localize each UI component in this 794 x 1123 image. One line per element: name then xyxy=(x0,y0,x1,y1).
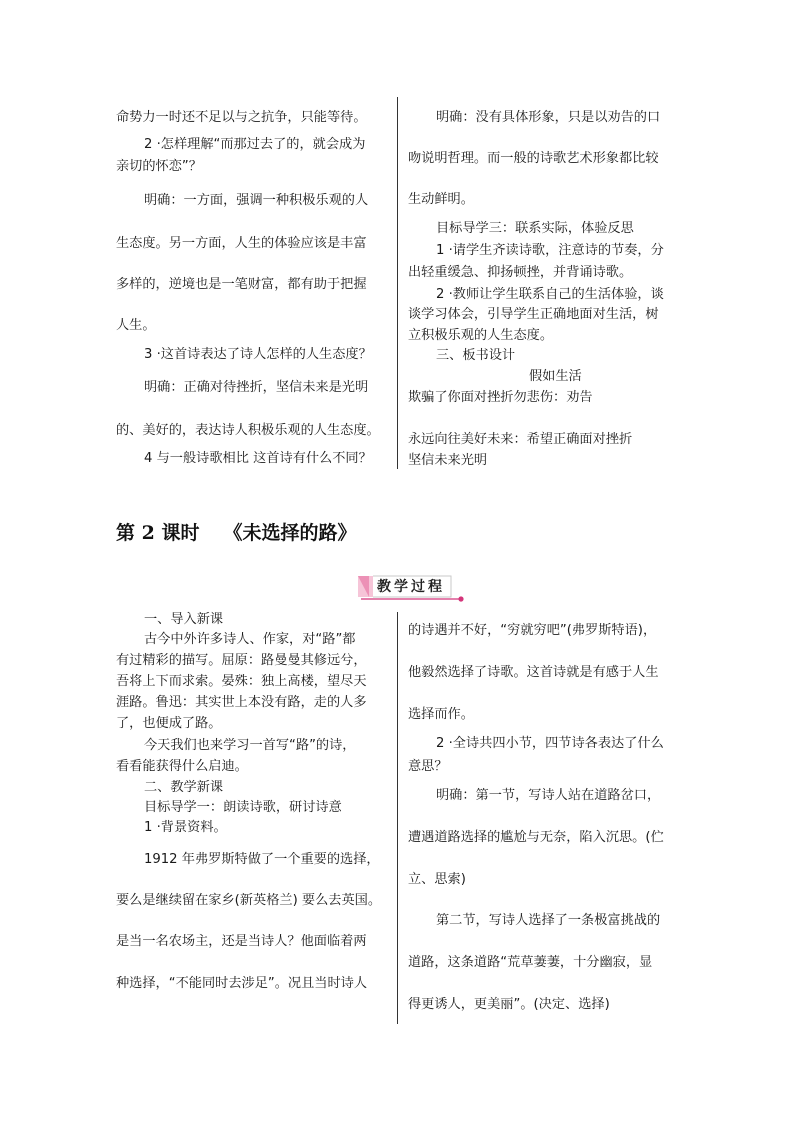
text-line: 吾将上下而求索。晏殊：独上高楼，望尽天 xyxy=(116,674,367,689)
text-line: 遭遇道路选择的尴尬与无奈，陷入沉思。(伫 xyxy=(408,830,664,845)
text-line: 1 ·请学生齐读诗歌，注意诗的节奏，分 xyxy=(436,243,664,258)
text-line: 人生。 xyxy=(116,318,156,333)
text-line: 1 ·背景资料。 xyxy=(144,820,227,835)
lesson-heading xyxy=(116,518,356,545)
board-line: 永远向往美好未来：希望正确面对挫折 xyxy=(408,432,633,447)
text-line: 意思？ xyxy=(408,759,448,774)
text-line: 得更诱人，更美丽”。(决定、选择) xyxy=(408,997,610,1012)
text-line: 立、思索) xyxy=(408,872,466,887)
text-line: 2 ·教师让学生联系自己的生活体验，谈 xyxy=(436,287,664,302)
column-divider xyxy=(397,612,398,1024)
text-line: 2 ·全诗共四小节，四节诗各表达了什么 xyxy=(436,736,664,751)
board-line: 坚信未来光明 xyxy=(408,453,488,468)
text-line: 4 与一般诗歌相比 这首诗有什么不同？ xyxy=(144,451,372,466)
lesson-number: 第 2 课时 xyxy=(116,522,200,544)
text-line: 选择而作。 xyxy=(408,707,474,722)
text-line: 明确：第一节，写诗人站在道路岔口， xyxy=(436,788,661,803)
text-line: 涯路。鲁迅：其实世上本没有路，走的人多 xyxy=(116,695,367,710)
board-title: 假如生活 xyxy=(529,369,582,384)
text-line: 2 ·怎样理解“而那过去了的，就会成为 xyxy=(144,137,366,152)
teaching-process-banner xyxy=(355,573,467,605)
text-line: 出轻重缓急、抑扬顿挫，并背诵诗歌。 xyxy=(408,265,633,280)
text-line: 生态度。另一方面，人生的体验应该是丰富 xyxy=(116,236,367,251)
text-line: 目标导学三：联系实际，体验反思 xyxy=(436,221,634,236)
text-line: 立积极乐观的人生态度。 xyxy=(408,328,554,343)
section-heading: 二、教学新课 xyxy=(144,780,224,795)
text-line: 看看能获得什么启迪。 xyxy=(116,759,248,774)
text-line: 吻说明哲理。而一般的诗歌艺术形象都比较 xyxy=(408,151,659,166)
text-line: 要么是继续留在家乡(新英格兰) 要么去英国。 xyxy=(116,893,382,908)
text-line: 命势力一时还不足以与之抗争，只能等待。 xyxy=(116,110,367,125)
text-line: 他毅然选择了诗歌。这首诗就是有感于人生 xyxy=(408,665,659,680)
lesson-title: 《未选择的路》 xyxy=(223,522,357,544)
section-heading: 三、板书设计 xyxy=(436,348,516,363)
text-line: 1912 年弗罗斯特做了一个重要的选择， xyxy=(144,852,380,867)
text-line: 的诗遇并不好，“穷就穷吧”(弗罗斯特语)， xyxy=(408,623,657,638)
text-line: 明确：正确对待挫折，坚信未来是光明 xyxy=(144,380,369,395)
text-line: 了，也便成了路。 xyxy=(116,716,222,731)
text-line: 谈学习体会，引导学生正确地面对生活，树 xyxy=(408,307,659,322)
text-line: 古今中外许多诗人、作家，对“路”都 xyxy=(144,632,356,647)
text-line: 多样的，逆境也是一笔财富，都有助于把握 xyxy=(116,277,367,292)
text-line: 道路，这条道路“荒草萋萋，十分幽寂，显 xyxy=(408,955,653,970)
banner-label: 教学过程 xyxy=(377,579,445,595)
text-line: 第二节，写诗人选择了一条极富挑战的 xyxy=(436,913,661,928)
text-line: 有过精彩的描写。屈原：路曼曼其修远兮， xyxy=(116,653,367,668)
text-line: 亲切的怀恋”？ xyxy=(116,159,202,174)
text-line: 的、美好的，表达诗人积极乐观的人生态度。 xyxy=(116,423,380,438)
text-line: 是当一名农场主，还是当诗人？他面临着两 xyxy=(116,934,367,949)
section-heading: 一、导入新课 xyxy=(144,612,224,627)
text-line: 种选择，“不能同时去涉足”。况且当时诗人 xyxy=(116,976,368,991)
text-line: 明确：一方面，强调一种积极乐观的人 xyxy=(144,193,369,208)
text-line: 生动鲜明。 xyxy=(408,192,474,207)
text-line: 目标导学一：朗读诗歌，研讨诗意 xyxy=(144,800,342,815)
text-line: 今天我们也来学习一首写“路”的诗， xyxy=(144,738,356,753)
board-line: 欺骗了你面对挫折勿悲伤：劝告 xyxy=(408,390,593,405)
text-line: 明确：没有具体形象，只是以劝告的口 xyxy=(436,110,661,125)
text-line: 3 ·这首诗表达了诗人怎样的人生态度？ xyxy=(144,347,372,362)
column-divider xyxy=(397,97,398,469)
